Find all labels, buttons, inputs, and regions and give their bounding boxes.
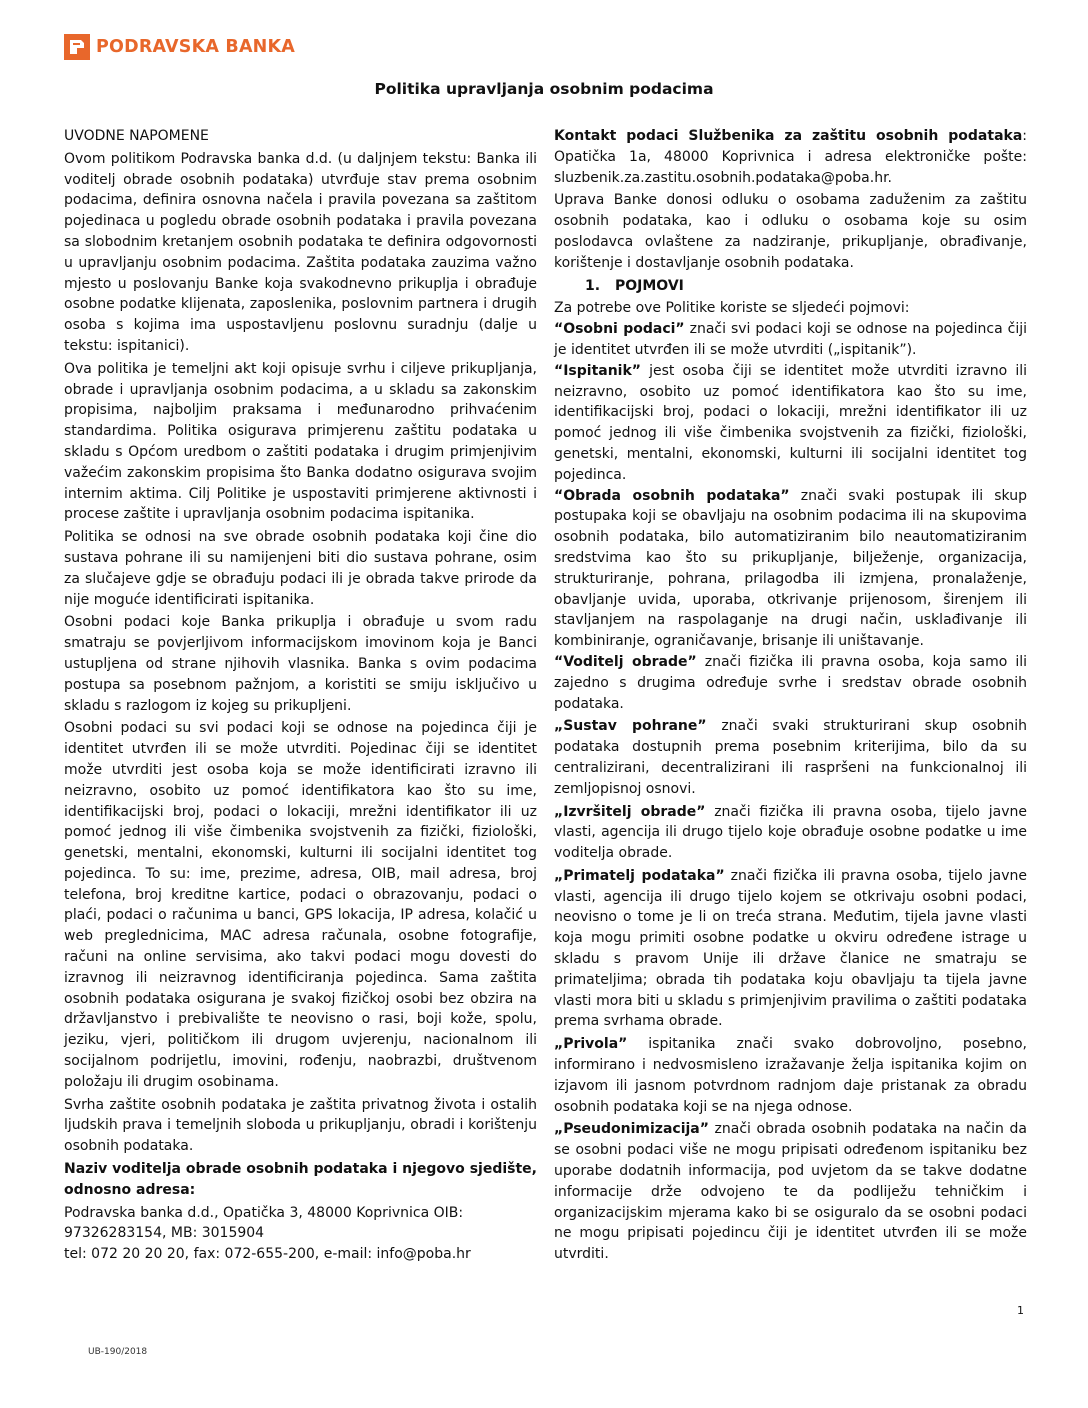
definition — [554, 361, 1027, 486]
dpo-contact — [554, 126, 1027, 188]
definition-text: znači obrada osobnih podataka na način da se osobni podaci više ne mogu pripisati određenom ispitaniku bez uporabe dodatnih informacija, pod uvjetom da se takve dodatne informacije drže odvojeno te da podliježu tehničkim i organizacijskim mjerama kako bi se osiguralo da se osobni podaci ne mogu pripisati pojedincu čiji je identitet utvrđen ili se može utvrditi. — [554, 1121, 1027, 1263]
paragraph: Ovom politikom Podravska banka d.d. (u daljnjem tekstu: Banka ili voditelj obrade osobnih podataka) utvrđuje stav prema osobnim podacima, definira osnovna načela i pravila povezana sa zaštitom pojedinaca u pogledu obrade osobnih podataka i pravila povezana sa slobodnim kretanjem osobnih podataka te definira odgovornosti u upravljanju osobnim podacima. Zaštita podataka zauzima važno mjesto u poslovanju Banke koja svakodnevno prikuplja i obrađuje osobne podatke klijenata, zaposlenika, poslovnim partnera i drugih osoba s kojima ima uspostavljenu poslovnu suradnju (dalje u tekstu: ispitanici). — [64, 150, 537, 354]
paragraph: Osobni podaci su svi podaci koji se odnose na pojedinca čiji je identitet utvrđen ili se može utvrditi. Pojedinac čiji se identitet može utvrditi jest osoba koja se može identificirati izravno ili neizravno, osobito uz pomoć identifikatora kao što su ime, identifikacijski broj, podaci o lokaciji, mrežni identifikator ili uz pomoć jednog ili više čimbenika svojstvenih za fizički, fiziološki, genetski, mentalni, ekonomski, kulturni ili socijalni identitet tog pojedinca. To su: ime, prezime, adresa, OIB, mail adresa, broj telefona, broj kreditne kartice, podaci o obrazovanju, podaci o plaći, podaci o računima u banci, GPS lokacija, IP adresa, kolačić u web preglednicima, MAC adresa računala, osobne fotografije, računi na online servisima, ako takvi podaci mogu dovesti do izravnog ili neizravnog identificiranja pojedinca. Sama zaštita osobnih podataka osigurana je svakoj fizičkoj osobi bez obzira na državljanstvo i prebivalište te neovisno o rasi, boji kože, spolu, jeziku, vjeri, političkom ili drugom uvjerenju, nacionalnom ili socijalnom podrijetlu, imovini, rođenju, naobrazbi, društvenom položaju ili drugim osobinama. — [64, 720, 537, 1090]
left-column — [64, 126, 537, 1265]
definition-text: znači fizička ili pravna osoba, koja samo ili zajedno s drugima određuje svrhe i sredstav obrade osobnih podataka. — [554, 653, 1028, 712]
logo-text: PODRAVSKA BANKA — [96, 37, 296, 57]
logo — [64, 34, 295, 60]
definition-text: znači svaki strukturirani skup osobnih podataka dostupnih prema posebnim kriterijima, bilo da su centralizirani, decentralizirani ili raspršeni na funkcionalnoj ili zemljopisnoj osnovi. — [554, 718, 1027, 797]
definition — [554, 319, 1027, 361]
definition-term: “Voditelj obrade” — [554, 653, 697, 670]
section-title: POJMOVI — [615, 277, 684, 294]
definition-term: „Privola” — [554, 1036, 628, 1053]
definition-term: „Primatelj podataka” — [554, 867, 725, 884]
podravska-banka-logo-icon — [64, 34, 90, 60]
controller-contact: tel: 072 20 20 20, fax: 072-655-200, e-mail: info@poba.hr — [64, 1246, 471, 1263]
paragraph: Svrha zaštite osobnih podataka je zaštita privatnog života i ostalih ljudskih prava i temeljnih sloboda u prikupljanju, obradi i korištenju osobnih podataka. — [64, 1096, 537, 1155]
definition — [554, 1034, 1027, 1117]
definition — [554, 866, 1027, 1032]
section-number: 1. — [585, 277, 601, 294]
definition-text: jest osoba čiji se identitet može utvrditi izravno ili neizravno, osobito uz pomoć identifikatora kao što su ime, identifikacijski broj, podaci o lokaciji, mrežni identifikator ili uz pomoć jednog ili više čimbenika svojstvenih za fizički, fiziološki, genetski, mentalni, ekonomski, kulturni ili socijalni identitet tog pojedinca. — [554, 362, 1027, 483]
definition-term: “Ispitanik” — [554, 362, 641, 379]
definition — [554, 1119, 1027, 1265]
definition-text: znači fizička ili pravna osoba, tijelo javne vlasti, agencija ili drugo tijelo kojem se otkrivaju osobni podaci, neovisno o tome je li on treća strana. Međutim, tijela javne vlasti koja mogu primiti osobne podatke u okviru određene istrage u skladu s pravom Unije ili države članice ne smatraju se primateljima; obrada tih podataka koju obavljaju ta tijela javne vlasti mora biti u skladu s primjenjivim pravilima o zaštiti podataka prema svrhama obrade. — [554, 867, 1027, 1030]
right-column — [554, 126, 1027, 1267]
definition — [554, 486, 1027, 652]
section-heading-terms — [554, 276, 1027, 297]
document-title: Politika upravljanja osobnim podacima — [374, 80, 714, 98]
paragraph: Politika se odnosi na sve obrade osobnih podataka koji čine dio sustava pohrane ili su namijenjeni biti dio sustava pohrane, osim za slučajeve gdje se obrađuju podaci ili je obrada takve prirode da nije moguće identificirati ispitanika. — [64, 529, 537, 608]
definition — [554, 716, 1027, 799]
definition — [554, 652, 1027, 714]
definition-text: znači fizička ili pravna osoba, tijelo javne vlasti, agencija ili drugo tijelo koje obrađuje osobne podatke u ime voditelja obrade. — [554, 803, 1027, 862]
section-intro: Za potrebe ove Politike koriste se sljedeći pojmovi: — [554, 300, 910, 317]
definition-term: „Izvršitelj obrade” — [554, 803, 706, 820]
definition-term: „Pseudonimizacija” — [554, 1121, 709, 1138]
dpo-label: Kontakt podaci Službenika za zaštitu osobnih podataka — [554, 128, 1023, 144]
definition — [554, 802, 1027, 864]
definition-text: ispitanika znači svako dobrovoljno, posebno, informirano i nedvosmisleno izražavanje želja ispitanika kojim on izjavom ili jasnom potvrdnom radnjom daje pristanak za obradu osobnih podataka koji se na njega odnose. — [554, 1036, 1027, 1115]
paragraph: Ova politika je temeljni akt koji opisuje svrhu i ciljeve prikupljanja, obrade i upravljanja osobnim podacima, a u skladu sa zakonskim propisima, najboljim praksama i međunarodno prihvaćenim standardima. Politika osigurava primjerenu zaštitu podataka u skladu s Općom uredbom o zaštiti podataka i drugim primjenjivim važećim zakonskim propisima što Banka dodatno osigurava svojim internim aktima. Cilj Politike je uspostaviti primjerene aktivnosti i procese zaštite i upravljanja osobnim podacima ispitanika. — [64, 360, 537, 523]
controller-address: Podravska banka d.d., Opatička 3, 48000 Koprivnica OIB: 97326283154, MB: 3015904 — [64, 1204, 464, 1242]
paragraph: Osobni podaci koje Banka prikuplja i obrađuje u svom radu smatraju se povjerljivom informacijskom imovinom koja je Banci ustupljena od strane njihovih vlasnika. Banka s ovim podacima postupa sa posebnom pažnjom, a koristiti se smiju isključivo u skladu s razlogom iz kojeg su prikupljeni. — [64, 614, 537, 714]
board-paragraph: Uprava Banke donosi odluku o osobama zaduženim za zaštitu osobnih podataka, kao i odluku o osobama koje su osim poslodavca ovlaštene za nadziranje, prikupljanje, obrađivanje, korištenje i dostavljanje osobnih podataka. — [554, 192, 1027, 271]
definition-text: znači svaki postupak ili skup postupaka koji se obavljaju na osobnim podacima ili na skupovima osobnih podataka, bilo automatiziranim bilo neautomatiziranim sredstvima kao što su prikupljanje, bilježenje, organizacija, strukturiranje, pohrana, prilagodba ili izmjena, pronalaženje, obavljanje uvida, uporaba, otkrivanje prijenosom, širenjem ili stavljanjem na raspolaganje na drugi način, usklađivanje ili kombiniranje, ograničavanje, brisanje ili uništavanje. — [554, 487, 1027, 650]
definition-term: “Obrada osobnih podataka” — [554, 487, 790, 504]
controller-heading: Naziv voditelja obrade osobnih podataka i njegovo sjedište, odnosno adresa: — [64, 1161, 537, 1198]
dpo-text: : Opatička 1a, 48000 Koprivnica i adresa elektroničke pošte: sluzbenik.za.zastitu.osobnih.podataka@poba.hr. — [554, 128, 1027, 186]
definition-term: “Osobni podaci” — [554, 321, 685, 338]
definition-text: znači svi podaci koji se odnose na pojedinca čiji je identitet utvrđen ili se može utvrditi („ispitanik”). — [554, 321, 1027, 358]
page-number: 1 — [1017, 1304, 1024, 1317]
document-code: UB-190/2018 — [88, 1347, 148, 1357]
definition-term: „Sustav pohrane” — [554, 718, 707, 735]
section-heading-intro: UVODNE NAPOMENE — [64, 128, 209, 144]
